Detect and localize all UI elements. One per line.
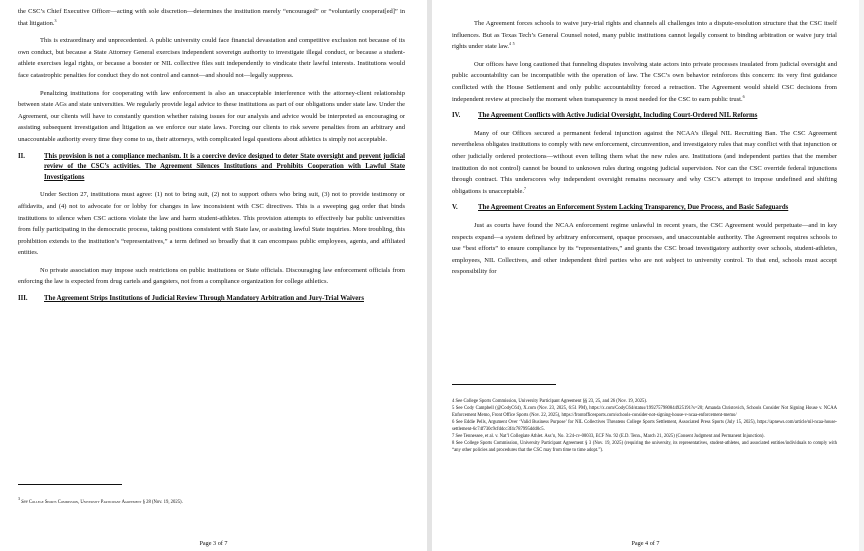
footnote: 8 See College Sports Commission, University Participant Agreement § 3 (Nov. 19, 2025) (requiring the university, its representatives, student-athletes, and associated entities/individuals to comply with “any other policies and procedures that the CSC may from time to time adopt.”). xyxy=(452,441,837,453)
page-number: Page 3 of 7 xyxy=(199,540,228,547)
section-heading-iv: IV. The Agreement Conflicts with Active Judicial Oversight, Including Court-Ordered NIL Reforms xyxy=(452,112,758,120)
footnote-rule xyxy=(452,384,556,385)
paragraph: Penalizing institutions for cooperating with law enforcement is also an unacceptable interference with the attorney-client relationship between state AGs and state universities. We regularly provide legal advice to these institutions as part of our obligations under state law. Under the Agreement, our clients will have to constantly question whether raising issues for our analysis and advice would be interpreted as encouraging or assisting subsequent investigation and litigation as we enforce our state laws. Forcing our clients to risk severe penalties from an arbitrary and unaccountable authority every time they come to us, their attorneys, with complicated legal questions about athletics is simply not acceptable. xyxy=(18,89,405,143)
footnote: 7 See Tennessee, et al. v. Nat’l Collegiate Athlet. Ass’n, No. 3:24-cv-00033, ECF No. 92 (E.D. Tenn., March 21, 2025) (Consent Judgment and Permanent Injunction). xyxy=(452,434,765,440)
page-number: Page 4 of 7 xyxy=(631,540,660,547)
paragraph: Under Section 27, institutions must agree: (1) not to bring suit, (2) not to support others who bring suit, (3) not to provide testimony or affidavits, and (4) not to advocate for or lobby for changes in law inconsistent with CSC directives. This is a sweeping gag order that binds institutions to silence when CSC actions violate the law and harm student-athletes. This provision attempts to effectively bar public universities from fully participating in the democratic process, taking positions consistent with State law, or assisting lawful State inquiries. More troubling, this prohibition extends to the institution’s “representatives,” a term defined so broadly that it can encompass public employees, agents, and affiliated entities. xyxy=(18,191,405,257)
footnote: 6 See Eddie Pells, Argument Over ‘Valid Business Purpose’ for NIL Collectives Threatens College Sports Settlement, Associated Press Sports (July 15, 2025), https://apnews.com/article/nil-ncaa-house-settlement-6c74f730c9cfddcc3f4c787995ddd0c5. xyxy=(452,420,837,432)
footnote: 4 See College Sports Commission, University Participant Agreement §§ 23, 25, and 26 (Nov. 19, 2025). xyxy=(452,399,648,404)
document-page-3 xyxy=(0,0,427,551)
footnote-rule xyxy=(18,484,122,485)
section-heading-ii: II. This provision is not a compliance mechanism. It is a coercive device designed to deter State oversight and prevent judicial review of the CSC’s activities. The Agreement Silences Institutions and Prohibits Cooperation with Lawful State Investigations xyxy=(18,152,405,181)
paragraph: Just as courts have found the NCAA enforcement regime unlawful in recent years, the CSC Agreement would perpetuate—and in key respects expand—a system defined by arbitrary enforcement, opaque processes, and unaccountable authority. The Agreement requires schools to use “best efforts” to ensure compliance by its “representatives,” and grants the CSC broad investigatory authority over schools, student-athletes, employees, NIL Collectives, and other independent third parties who are not subject to university control. To that end, schools must accept responsibility for xyxy=(452,221,837,276)
paragraph: Our offices have long cautioned that funneling disputes involving state actors into private processes insulated from judicial oversight and public accountability can be incompatible with the operation of law. The CSC’s own behavior reinforces this concern: its very first guidance conflicted with the House Settlement and only public accountability forced a retraction. The Agreement would shield CSC decisions from independent review at precisely the moment when transparency is most needed for the CSC to earn public trust.$^6$ xyxy=(452,60,837,103)
footnotes-4-8 xyxy=(452,399,837,455)
page3-body xyxy=(18,6,405,146)
footnote: 5 See Cody Campbell (@CodyC64), X.com (Nov. 23, 2025, 6:51 PM), https://x.com/CodyC64/status/1992757980844925191?s=20; Amanda Christovich, Schools Consider Not Signing House v. NCAA Enforcement Memo, Front Office Sports (Nov. 22, 2025), https://frontofficesports.com/schools-consider-not-signing-house-v-ncaa-enforcement-memo/ xyxy=(452,406,837,418)
paragraph: This is extraordinary and unprecedented. A public university could face financial devastation and competitive exclusion not because of its own conduct, but because a State Attorney General exercises independent sovereign authority to investigate illegal conduct, or because a student-athlete exercises legal rights, or because a booster or NIL collective files suit independently to vindicate their lawful interests. Institutions would face catastrophic penalties for conduct they do not control and cannot—and should not—legally suppress. xyxy=(18,37,405,79)
paragraph: The Agreement forces schools to waive jury-trial rights and channels all challenges into a dispute-resolution structure that the CSC itself influences. But as Texas Tech’s General Counsel noted, many public institutions cannot legally consent to binding arbitration or waive jury trial rights under state law.$^4$ $^5$ xyxy=(452,20,837,51)
document-page-4 xyxy=(432,0,859,551)
paragraph: No private association may impose such restrictions on public institutions or State officials. Discouraging law enforcement officials from enforcing the law is expected from drug cartels and gangsters, not from a compliance organization for college athletics. xyxy=(18,266,405,286)
footnote-3: $^3$ See College Sports Commission, University Participant Agreement § 28 (Nov. 19, 2025). xyxy=(18,496,183,505)
section-heading-v: V. The Agreement Creates an Enforcement System Lacking Transparency, Due Process, and Basic Safeguards xyxy=(452,204,789,212)
paragraph: Many of our Offices secured a permanent federal injunction against the NCAA’s illegal NIL Recruiting Ban. The CSC Agreement nevertheless obligates institutions to comply with new enforcement, circumvention, and investigatory rules that may conflict with that injunction or other judicially ordered protections—without even telling them what the new rules are. Institutions (and independent parties that the member institution do not control) cannot be bound to unknown rules during ongoing judicial supervision. Nor can the CSC override federal injunctions through contract. This underscores why independent oversight remains necessary and why CSC’s attempt to impose undefined and shifting obligations is unacceptable.$^7$ xyxy=(452,129,837,195)
opening-paragraph: the CSC’s Chief Executive Officer—acting with sole discretion—determines the institution merely “encouraged” or “voluntarily cooperat[ed]” in that litigation.$^3$ xyxy=(18,8,405,27)
section-heading-iii: III. The Agreement Strips Institutions of Judicial Review Through Mandatory Arbitration and Jury-Trial Waivers xyxy=(18,295,364,303)
